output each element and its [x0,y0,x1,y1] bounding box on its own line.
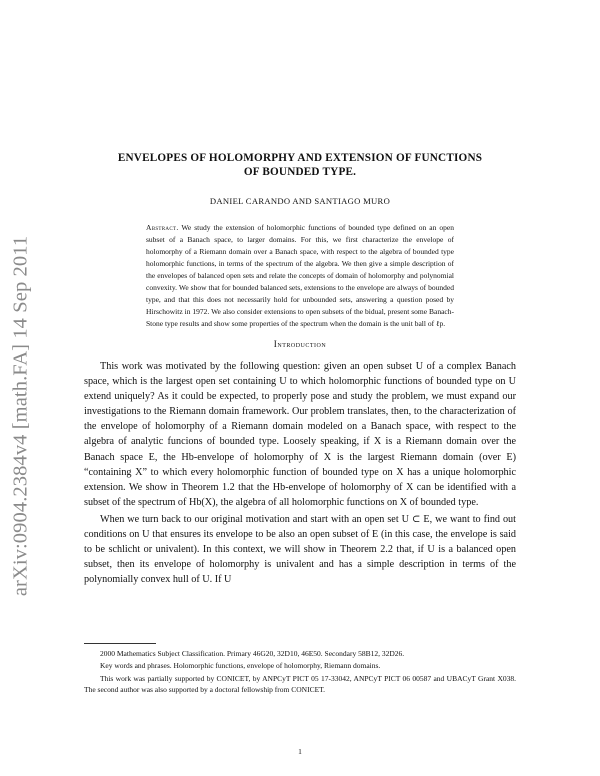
abstract-heading: Abstract. [146,223,179,232]
arxiv-identifier-stamp [4,0,38,776]
paper-title-line-1: ENVELOPES OF HOLOMORPHY AND EXTENSION OF FUNCTIONS [117,152,483,164]
body-paragraph: When we turn back to our original motivation and start with an open set U ⊂ E, we want to find out conditions on U that ensures its envelope to be also an open subset of E (in this case, the envelope is said to be schlicht or univalent). In this context, we will show in Theorem 2.2 that, if U is a balanced open subset, then its envelope of holomorphy is univalent and has a simple description in terms of the polynomially convex hull of U. If U [84,513,516,586]
footnotes-block [84,648,516,696]
introduction-body [84,359,516,587]
body-paragraph: This work was motivated by the following question: given an open subset U of a complex Banach space, which is the largest open set containing U to which holomorphic functions of bounded type on U extend uniquely? As it could be expected, to properly pose and study the problem, we must expand our investigations to the Riemann domain framework. Our problem translates, then, to the characterization of the envelope of holomorphy of a Riemann domain modeled on a Banach space, with respect to the algebra of analytic funcions of bounded type. Loosely speaking, if X is a Riemann domain over the Banach space E, the Hb-envelope of holomorphy of X is the largest Riemann domain (over E) “containing X” to which every holomorphic function of bounded type on X has a unique holomorphic extension. We show in Theorem 1.2 that the Hb-envelope of holomorphy of X can be identified with a subset of the spectrum of Hb(X), the algebra of all holomorphic functions on X of bounded type. [84,361,516,508]
footnote-funding: This work was partially supported by CONICET, by ANPCyT PICT 05 17-33042, ANPCyT PICT 06 00587 and UBACyT Grant X038. The second author was also supported by a doctoral fellowship from CONICET. [84,673,516,695]
arxiv-identifier-text: arXiv:0904.2384v4 [math.FA] 14 Sep 2011 [9,235,32,597]
section-title-introduction: Introduction [273,339,327,349]
paper-title-line-2: OF BOUNDED TYPE. [243,166,357,178]
paper-authors: DANIEL CARANDO AND SANTIAGO MURO [209,196,391,206]
footnote-classification: 2000 Mathematics Subject Classification. Primary 46G20, 32D10, 46E50. Secondary 58B12, 32D26. [100,649,405,658]
footnote-keywords: Key words and phrases. Holomorphic functions, envelope of holomorphy, Riemann domains. [100,661,381,671]
abstract-text: We study the extension of holomorphic functions of bounded type defined on an open subset of a Banach space, to larger domains. For this, we first characterize the envelope of holomorphy of a Riemann domain over a Banach space, with respect to the algebra of bounded type holomorphic functions, in terms of the spectrum of the algebra. We then give a simple description of the envelopes of balanced open sets and relate the concepts of domain of holomorphy and polynomial convexity. We show that for bounded balanced sets, extensions to the envelope are always of bounded type, and that this does not necessarily hold for unbounded sets, answering a question posed by Hirschowitz in 1972. We also consider extensions to open subsets of the bidual, present some Banach-Stone type results and show some properties of the spectrum when the domain is the unit ball of ℓp. [146,223,454,328]
paper-title [90,151,510,179]
page-number: 1 [298,747,302,756]
abstract-block [146,222,454,330]
footnote-divider [84,643,156,644]
